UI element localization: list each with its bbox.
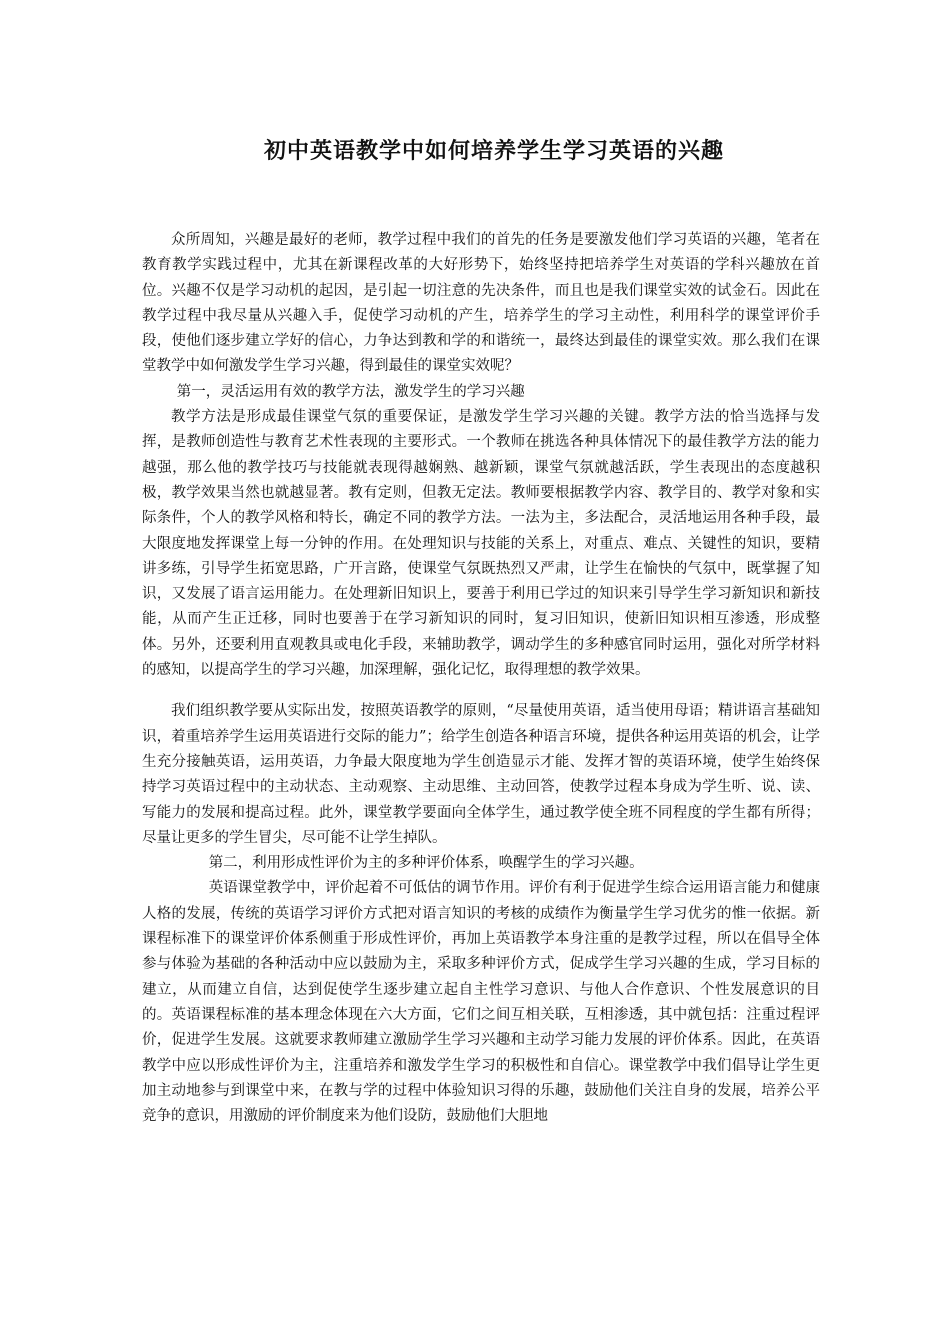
section-heading-1: 第一，灵活运用有效的教学方法，激发学生的学习兴趣 — [176, 383, 525, 400]
section-heading-2: 第二，利用形成性评价为主的多种评价体系，唤醒学生的学习兴趣。 — [208, 855, 644, 872]
document-body — [142, 228, 820, 1129]
paragraph-gap — [142, 683, 820, 699]
paragraph-organize-teaching: 我们组织教学要从实际出发，按照英语教学的原则，“尽量使用英语，适当使用母语；精讲语言基础知识，着重培养学生运用英语进行交际的能力”；给学生创造各种语言环境，提供各种运用英语的机会，让学生充分接触英语，运用英语，力争最大限度地为学生创造显示才能、发挥才智的英语环境，使学生始终保持学习英语过程中的主动状态、主动观察、主动思维、主动回答，使教学过程本身成为学生听、说、读、写能力的发展和提高过程。此外，课堂教学要面向全体学生，通过教学使全班不同程度的学生都有所得；尽量让更多的学生冒尖，尽可能不让学生掉队。 — [142, 703, 820, 846]
document-title: 初中英语教学中如何培养学生学习英语的兴趣 — [263, 138, 724, 164]
paragraph-evaluation: 英语课堂教学中，评价起着不可低估的调节作用。评价有利于促进学生综合运用语言能力和健康人格的发展，传统的英语学习评价方式把对语言知识的考核的成绩作为衡量学生学习优劣的惟一依据。新课程标准下的课堂评价体系侧重于形成性评价，再加上英语教学本身注重的是教学过程，所以在倡导全体参与体验为基础的各种活动中应以鼓励为主，采取多种评价方式，促成学生学习兴趣的生成，学习目标的建立，从而建立自信，达到促使学生逐步建立起自主性学习意识、与他人合作意识、个性发展意识的目的。英语课程标准的基本理念体现在六大方面，它们之间互相关联，互相渗透，其中就包括：注重过程评价，促进学生发展。这就要求教师建立激励学生学习兴趣和主动学习能力发展的评价体系。因此，在英语教学中应以形成性评价为主，注重培养和激发学生学习的积极性和自信心。课堂教学中我们倡导让学生更加主动地参与到课堂中来，在教与学的过程中体验知识习得的乐趣，鼓励他们关注自身的发展，培养公平竞争的意识，用激励的评价制度来为他们设防，鼓励他们大胆地 — [142, 880, 820, 1125]
paragraph-intro: 众所周知，兴趣是最好的老师，教学过程中我们的首先的任务是要激发他们学习英语的兴趣，笔者在教育教学实践过程中，尤其在新课程改革的大好形势下，始终坚持把培养学生对英语的学科兴趣放在首位。兴趣不仅是学习动机的起因，是引起一切注意的先决条件，而且也是我们课堂实效的试金石。因此在教学过程中我尽量从兴趣入手，促使学习动机的产生，培养学生的学习主动性，利用科学的课堂评价手段，使他们逐步建立学好的信心，力争达到教和学的和谐统一，最终达到最佳的课堂实效。那么我们在课堂教学中如何激发学生学习兴趣，得到最佳的课堂实效呢？ — [142, 232, 820, 375]
paragraph-teaching-methods: 教学方法是形成最佳课堂气氛的重要保证，是激发学生学习兴趣的关键。教学方法的恰当选择与发挥，是教师创造性与教育艺术性表现的主要形式。一个教师在挑选各种具体情况下的最佳教学方法的能力越强，那么他的教学技巧与技能就表现得越娴熟、越新颖，课堂气氛就越活跃，学生表现出的态度越积极，教学效果当然也就越显著。教有定则，但教无定法。教师要根据教学内容、教学目的、教学对象和实际条件，个人的教学风格和特长，确定不同的教学方法。一法为主，多法配合，灵活地运用各种手段，最大限度地发挥课堂上每一分钟的作用。在处理知识与技能的关系上，对重点、难点、关键性的知识，要精讲多练，引导学生拓宽思路，广开言路，使课堂气氛既热烈又严肃，让学生在愉快的气氛中，既掌握了知识，又发展了语言运用能力。在处理新旧知识上，要善于利用已学过的知识来引导学生学习新知识和新技能，从而产生正迁移，同时也要善于在学习新知识的同时，复习旧知识，使新旧知识相互渗透，形成整体。另外，还要利用直观教具或电化手段，来辅助教学，调动学生的多种感官同时运用，强化对所学材料的感知，以提高学生的学习兴趣，加深理解，强化记忆，取得理想的教学效果。 — [142, 409, 820, 679]
